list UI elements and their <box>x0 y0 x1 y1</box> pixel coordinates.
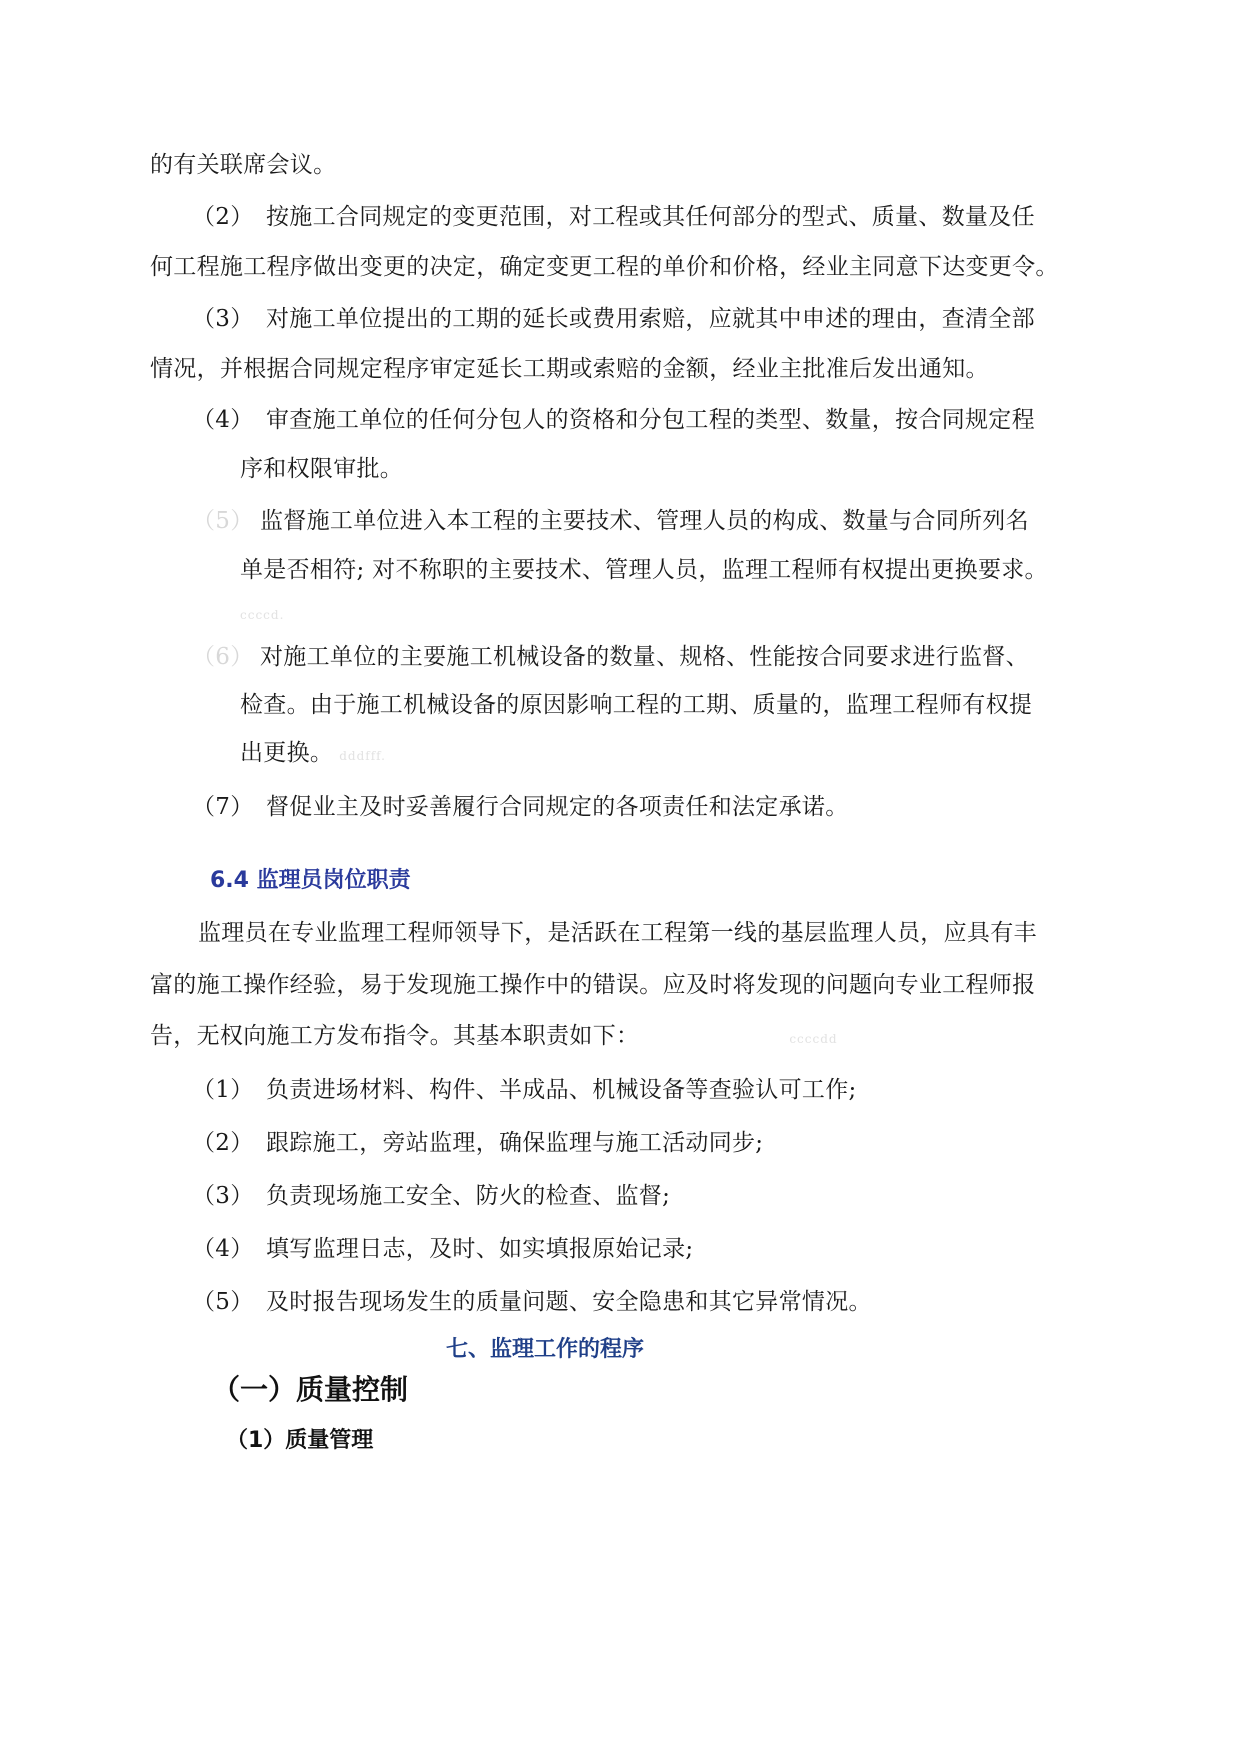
list-item-text: 监督施工单位进入本工程的主要技术、管理人员的构成、数量与合同所列名 <box>260 508 1029 534</box>
duty-item-5 <box>192 1287 872 1317</box>
section-6-4-paragraph-line-1: 监理员在专业监理工程师领导下，是活跃在工程第一线的基层监理人员，应具有丰 <box>198 920 1037 946</box>
list-item-6-continuation-2 <box>240 738 386 771</box>
list-item-text: 跟踪施工，旁站监理，确保监理与施工活动同步; <box>266 1130 764 1156</box>
list-item-number: （2） <box>192 1130 254 1156</box>
list-item-5-continuation: 单是否相符; 对不称职的主要技术、管理人员，监理工程师有权提出更换要求。 <box>240 557 1048 583</box>
list-item-text: 负责现场施工安全、防火的检查、监督; <box>266 1183 671 1209</box>
chapter-title: 七、监理工作的程序 <box>446 1337 645 1362</box>
faint-ghost-text: dddfff. <box>339 749 386 763</box>
list-item-2 <box>192 202 1035 232</box>
list-item-text: 对施工单位提出的工期的延长或费用索赔，应就其中申述的理由，查清全部 <box>266 306 1035 332</box>
duty-item-1 <box>192 1075 857 1105</box>
duty-item-4 <box>192 1234 693 1264</box>
list-item-number: （6） <box>192 644 254 670</box>
list-item-text: 出更换。 <box>240 740 334 766</box>
duty-item-3 <box>192 1181 670 1211</box>
list-item-text: 审查施工单位的任何分包人的资格和分包工程的类型、数量，按合同规定程 <box>266 407 1035 433</box>
list-item-3 <box>192 304 1035 334</box>
list-item-text: 负责进场材料、构件、半成品、机械设备等查验认可工作; <box>266 1077 857 1103</box>
list-item-number: （3） <box>192 1183 254 1209</box>
list-item-number: （5） <box>192 508 254 534</box>
list-item-number: （1） <box>192 1077 254 1103</box>
list-item-number: （7） <box>192 794 254 820</box>
list-item-number: （4） <box>192 1236 254 1262</box>
faint-ghost-text: ccccdd <box>789 1032 838 1046</box>
section-6-4-paragraph-line-2: 富的施工操作经验，易于发现施工操作中的错误。应及时将发现的问题向专业工程师报 <box>150 972 1036 998</box>
list-item-text: 及时报告现场发生的质量问题、安全隐患和其它异常情况。 <box>266 1289 872 1315</box>
list-item-text: 对施工单位的主要施工机械设备的数量、规格、性能按合同要求进行监督、 <box>260 644 1029 670</box>
list-item-number: （5） <box>192 1289 254 1315</box>
list-item-number: （3） <box>192 306 254 332</box>
paragraph-text: 告，无权向施工方发布指令。其基本职责如下： <box>150 1023 640 1049</box>
list-item-number: （2） <box>192 204 254 230</box>
subsubsection-heading-quality-management: （1）质量管理 <box>226 1428 374 1453</box>
list-item-7 <box>192 792 849 822</box>
duty-item-2 <box>192 1128 763 1158</box>
list-item-text: 填写监理日志，及时、如实填报原始记录; <box>266 1236 694 1262</box>
list-item-6-continuation: 检查。由于施工机械设备的原因影响工程的工期、质量的，监理工程师有权提 <box>240 692 1033 718</box>
faint-ghost-text: ccccd. <box>240 608 285 622</box>
list-item-text: 按施工合同规定的变更范围，对工程或其任何部分的型式、质量、数量及任 <box>266 204 1035 230</box>
list-item-4-continuation: 序和权限审批。 <box>240 456 404 482</box>
list-item-number: （4） <box>192 407 254 433</box>
section-heading-6-4: 6.4 监理员岗位职责 <box>210 868 411 893</box>
list-item-6 <box>192 642 1029 672</box>
list-item-4 <box>192 405 1035 435</box>
list-item-text: 督促业主及时妥善履行合同规定的各项责任和法定承诺。 <box>266 794 849 820</box>
section-6-4-paragraph-line-3 <box>150 1021 838 1054</box>
list-item-3-continuation: 情况，并根据合同规定程序审定延长工期或索赔的金额，经业主批准后发出通知。 <box>150 356 989 382</box>
intro-tail-text: 的有关联席会议。 <box>150 152 337 178</box>
list-item-2-continuation: 何工程施工程序做出变更的决定，确定变更工程的单价和价格，经业主同意下达变更令。 <box>150 254 1059 280</box>
list-item-5 <box>192 506 1029 536</box>
subsection-heading-quality-control: （一）质量控制 <box>212 1373 409 1406</box>
